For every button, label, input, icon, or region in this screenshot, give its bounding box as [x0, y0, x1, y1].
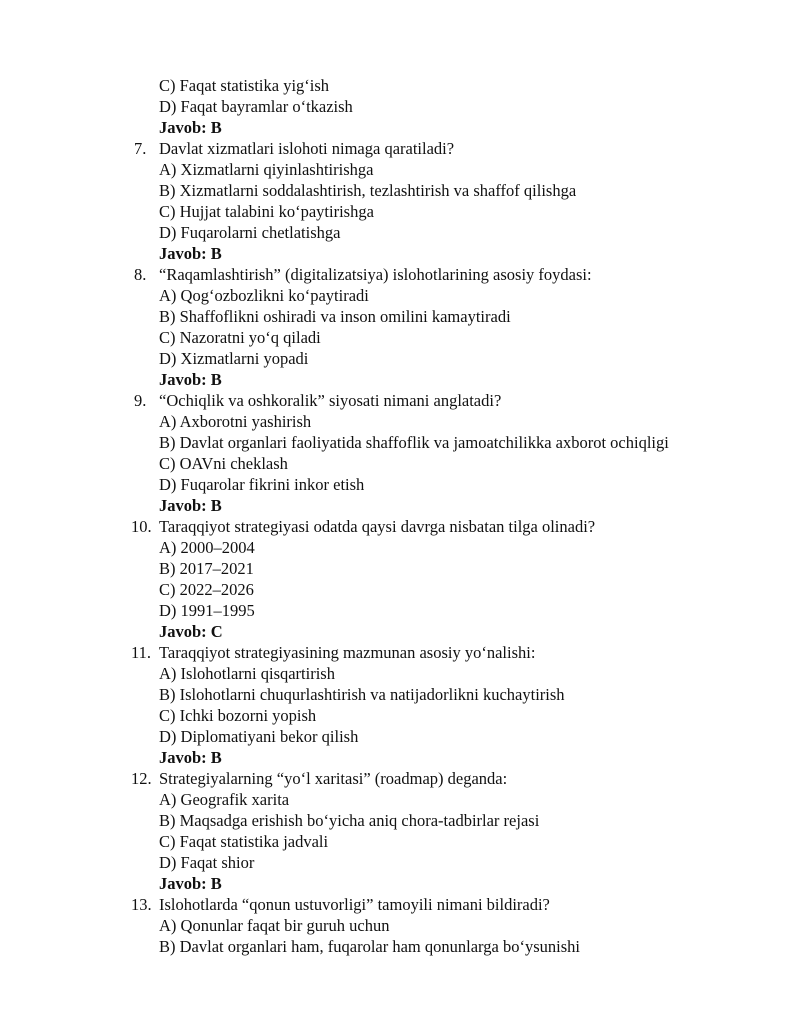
question-8-number: 8. [134, 265, 147, 284]
question-9-option-b: B) Davlat organlari faoliyatida shaffoflik va jamoatchilikka axborot ochiqligi [159, 433, 669, 452]
question-7-number: 7. [134, 139, 147, 158]
question-11-number: 11. [131, 643, 152, 662]
question-13-text: Islohotlarda “qonun ustuvorligi” tamoyili nimani bildiradi? [159, 895, 550, 914]
question-8-option-a: A) Qog‘ozbozlikni ko‘paytiradi [159, 286, 369, 305]
question-8-option-d: D) Xizmatlarni yopadi [159, 349, 309, 368]
question-8-text: “Raqamlashtirish” (digitalizatsiya) islohotlarining asosiy foydasi: [159, 265, 592, 284]
question-11-text: Taraqqiyot strategiyasining mazmunan asosiy yo‘nalishi: [159, 643, 536, 662]
question-11-option-a: A) Islohotlarni qisqartirish [159, 664, 335, 683]
question-10-text: Taraqqiyot strategiyasi odatda qaysi davrga nisbatan tilga olinadi? [159, 517, 596, 536]
question-9-option-d: D) Fuqarolar fikrini inkor etish [159, 475, 365, 494]
question-9-option-c: C) OAVni cheklash [159, 454, 288, 473]
question-12-option-c: C) Faqat statistika jadvali [159, 832, 329, 851]
question-7-option-d: D) Fuqarolarni chetlatishga [159, 223, 341, 242]
answer-label: Javob: B [159, 118, 222, 137]
option-c: C) Faqat statistika yig‘ish [159, 76, 330, 95]
question-12-answer: Javob: B [159, 874, 222, 893]
question-13-number: 13. [131, 895, 152, 914]
question-10-answer: Javob: C [159, 622, 223, 641]
question-7-option-b: B) Xizmatlarni soddalashtirish, tezlashtirish va shaffof qilishga [159, 181, 577, 200]
question-12-option-a: A) Geografik xarita [159, 790, 290, 809]
question-10-option-d: D) 1991–1995 [159, 601, 255, 620]
question-10-option-c: C) 2022–2026 [159, 580, 254, 599]
question-7-option-c: C) Hujjat talabini ko‘paytirishga [159, 202, 374, 221]
question-9-number: 9. [134, 391, 147, 410]
question-9-option-a: A) Axborotni yashirish [159, 412, 312, 431]
question-11-option-c: C) Ichki bozorni yopish [159, 706, 317, 725]
question-12-option-d: D) Faqat shior [159, 853, 255, 872]
question-11-option-d: D) Diplomatiyani bekor qilish [159, 727, 359, 746]
option-d: D) Faqat bayramlar o‘tkazish [159, 97, 353, 116]
question-13-option-a: A) Qonunlar faqat bir guruh uchun [159, 916, 390, 935]
question-11-answer: Javob: B [159, 748, 222, 767]
question-12-number: 12. [131, 769, 152, 788]
question-11-option-b: B) Islohotlarni chuqurlashtirish va natijadorlikni kuchaytirish [159, 685, 565, 704]
question-9-text: “Ochiqlik va oshkoralik” siyosati nimani anglatadi? [159, 391, 502, 410]
question-9-answer: Javob: B [159, 496, 222, 515]
question-12-option-b: B) Maqsadga erishish bo‘yicha aniq chora-tadbirlar rejasi [159, 811, 540, 830]
question-13-option-b: B) Davlat organlari ham, fuqarolar ham qonunlarga bo‘ysunishi [159, 937, 580, 956]
question-8-option-c: C) Nazoratni yo‘q qiladi [159, 328, 321, 347]
question-8-answer: Javob: B [159, 370, 222, 389]
question-7-option-a: A) Xizmatlarni qiyinlashtirishga [159, 160, 374, 179]
question-10-number: 10. [131, 517, 152, 536]
question-10-option-b: B) 2017–2021 [159, 559, 254, 578]
question-10-option-a: A) 2000–2004 [159, 538, 255, 557]
question-7-text: Davlat xizmatlari islohoti nimaga qaratiladi? [159, 139, 455, 158]
question-12-text: Strategiyalarning “yo‘l xaritasi” (roadmap) deganda: [159, 769, 508, 788]
question-8-option-b: B) Shaffoflikni oshiradi va inson omilini kamaytiradi [159, 307, 511, 326]
question-7-answer: Javob: B [159, 244, 222, 263]
